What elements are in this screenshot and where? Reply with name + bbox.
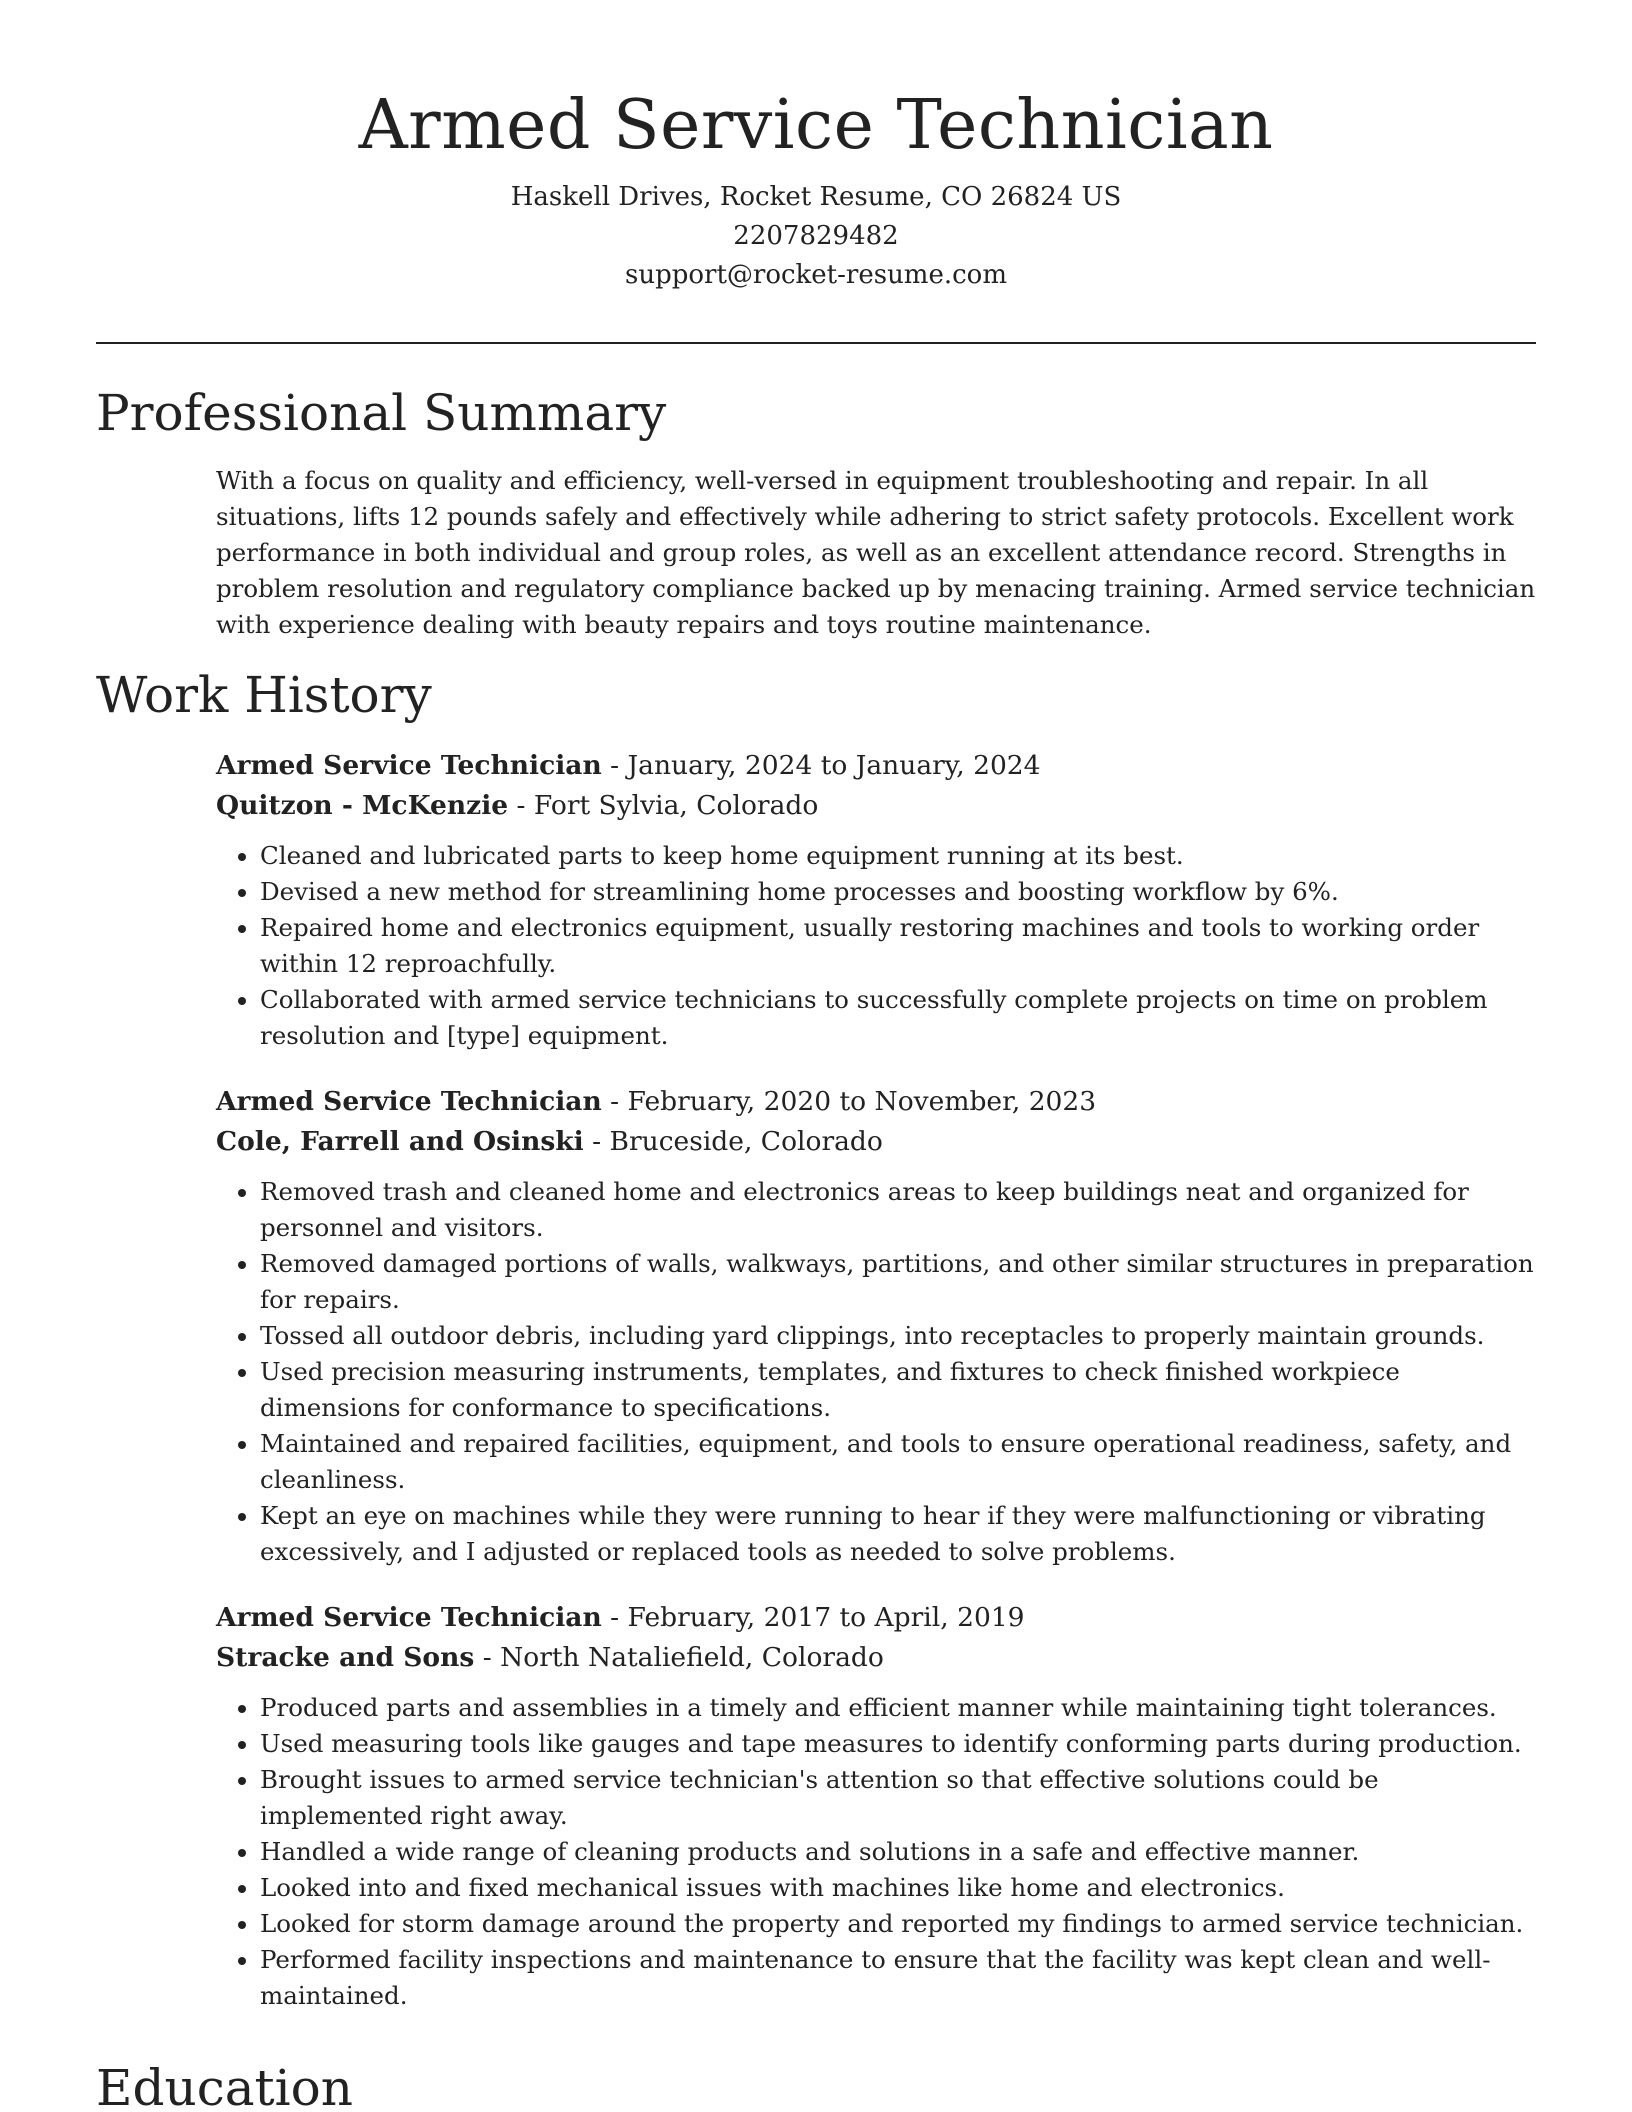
job-dates: - February, 2017 to April, 2019 <box>601 1602 1025 1633</box>
job-company: Cole, Farrell and Osinski <box>216 1126 584 1157</box>
resume-header <box>96 84 1536 295</box>
job-bullet: • Handled a wide range of cleaning products and solutions in a safe and effective manner. <box>260 1834 1536 1870</box>
job-bullet: • Cleaned and lubricated parts to keep home equipment running at its best. <box>260 838 1536 874</box>
job-bullet: • Devised a new method for streamlining home processes and boosting workflow by 6%. <box>260 874 1536 910</box>
job-entry <box>216 1598 1536 2014</box>
job-bullet: • Removed trash and cleaned home and electronics areas to keep buildings neat and organized for personnel and visitors. <box>260 1174 1536 1246</box>
job-location: - Bruceside, Colorado <box>583 1126 883 1157</box>
summary-heading: Professional Summary <box>96 384 667 442</box>
job-bullet: • Produced parts and assemblies in a timely and efficient manner while maintaining tight tolerances. <box>260 1690 1536 1726</box>
job-bullet-list <box>216 1174 1536 1570</box>
job-bullet: • Looked into and fixed mechanical issues with machines like home and electronics. <box>260 1870 1536 1906</box>
job-company: Quitzon - McKenzie <box>216 790 509 821</box>
job-title: Armed Service Technician <box>216 1086 602 1117</box>
job-bullet-list <box>216 838 1536 1054</box>
job-bullet: • Used precision measuring instruments, templates, and fixtures to check finished workpiece dimensions for conformance to specifications. <box>260 1354 1536 1426</box>
summary-text: With a focus on quality and efficiency, well-versed in equipment troubleshooting and repair. In all situations, lifts 12 pounds safely and effectively while adhering to strict safety protocols. Excellent work performance in both individual and group roles, as well as an excellent attendance record. Strengths in problem resolution and regulatory compliance backed up by menacing training. Armed service technician with experience dealing with beauty repairs and toys routine maintenance. <box>216 466 1536 639</box>
job-company-line <box>216 1638 1536 1678</box>
job-title-line <box>216 1598 1536 1638</box>
job-dates: - January, 2024 to January, 2024 <box>601 750 1041 781</box>
job-bullet: • Looked for storm damage around the property and reported my findings to armed service technician. <box>260 1906 1536 1942</box>
job-entry <box>216 1082 1536 1570</box>
education-heading: Education <box>96 2059 353 2112</box>
work-history-heading: Work History <box>96 666 432 724</box>
job-company: Stracke and Sons <box>216 1642 475 1673</box>
job-bullet: • Repaired home and electronics equipment, usually restoring machines and tools to working order within 12 reproachfully. <box>260 910 1536 982</box>
job-title: Armed Service Technician <box>216 1602 602 1633</box>
job-bullet: • Kept an eye on machines while they were running to hear if they were malfunctioning or vibrating excessively, and I adjusted or replaced tools as needed to solve problems. <box>260 1498 1536 1570</box>
candidate-name: Armed Service Technician <box>358 86 1274 165</box>
job-bullet: • Removed damaged portions of walls, walkways, partitions, and other similar structures in preparation for repairs. <box>260 1246 1536 1318</box>
job-bullet: • Brought issues to armed service technician's attention so that effective solutions could be implemented right away. <box>260 1762 1536 1834</box>
work-history-list <box>216 746 1536 2042</box>
job-entry <box>216 746 1536 1054</box>
job-bullet: • Tossed all outdoor debris, including yard clippings, into receptacles to properly maintain grounds. <box>260 1318 1536 1354</box>
job-bullet: • Maintained and repaired facilities, equipment, and tools to ensure operational readiness, safety, and cleanliness. <box>260 1426 1536 1498</box>
job-dates: - February, 2020 to November, 2023 <box>601 1086 1097 1117</box>
job-bullet: • Performed facility inspections and maintenance to ensure that the facility was kept clean and well-maintained. <box>260 1942 1536 2014</box>
contact-email: support@rocket-resume.com <box>624 260 1007 290</box>
job-location: - North Nataliefield, Colorado <box>474 1642 884 1673</box>
job-title-line <box>216 1082 1536 1122</box>
job-title-line <box>216 746 1536 786</box>
job-bullet: • Collaborated with armed service technicians to successfully complete projects on time on problem resolution and [type] equipment. <box>260 982 1536 1054</box>
contact-info <box>96 178 1536 295</box>
job-location: - Fort Sylvia, Colorado <box>508 790 819 821</box>
job-title: Armed Service Technician <box>216 750 602 781</box>
job-bullet-list <box>216 1690 1536 2014</box>
contact-phone: 2207829482 <box>733 221 899 251</box>
job-bullet: • Used measuring tools like gauges and tape measures to identify conforming parts during production. <box>260 1726 1536 1762</box>
header-divider <box>96 342 1536 344</box>
contact-address: Haskell Drives, Rocket Resume, CO 26824 US <box>510 182 1122 212</box>
job-company-line <box>216 786 1536 826</box>
job-company-line <box>216 1122 1536 1162</box>
